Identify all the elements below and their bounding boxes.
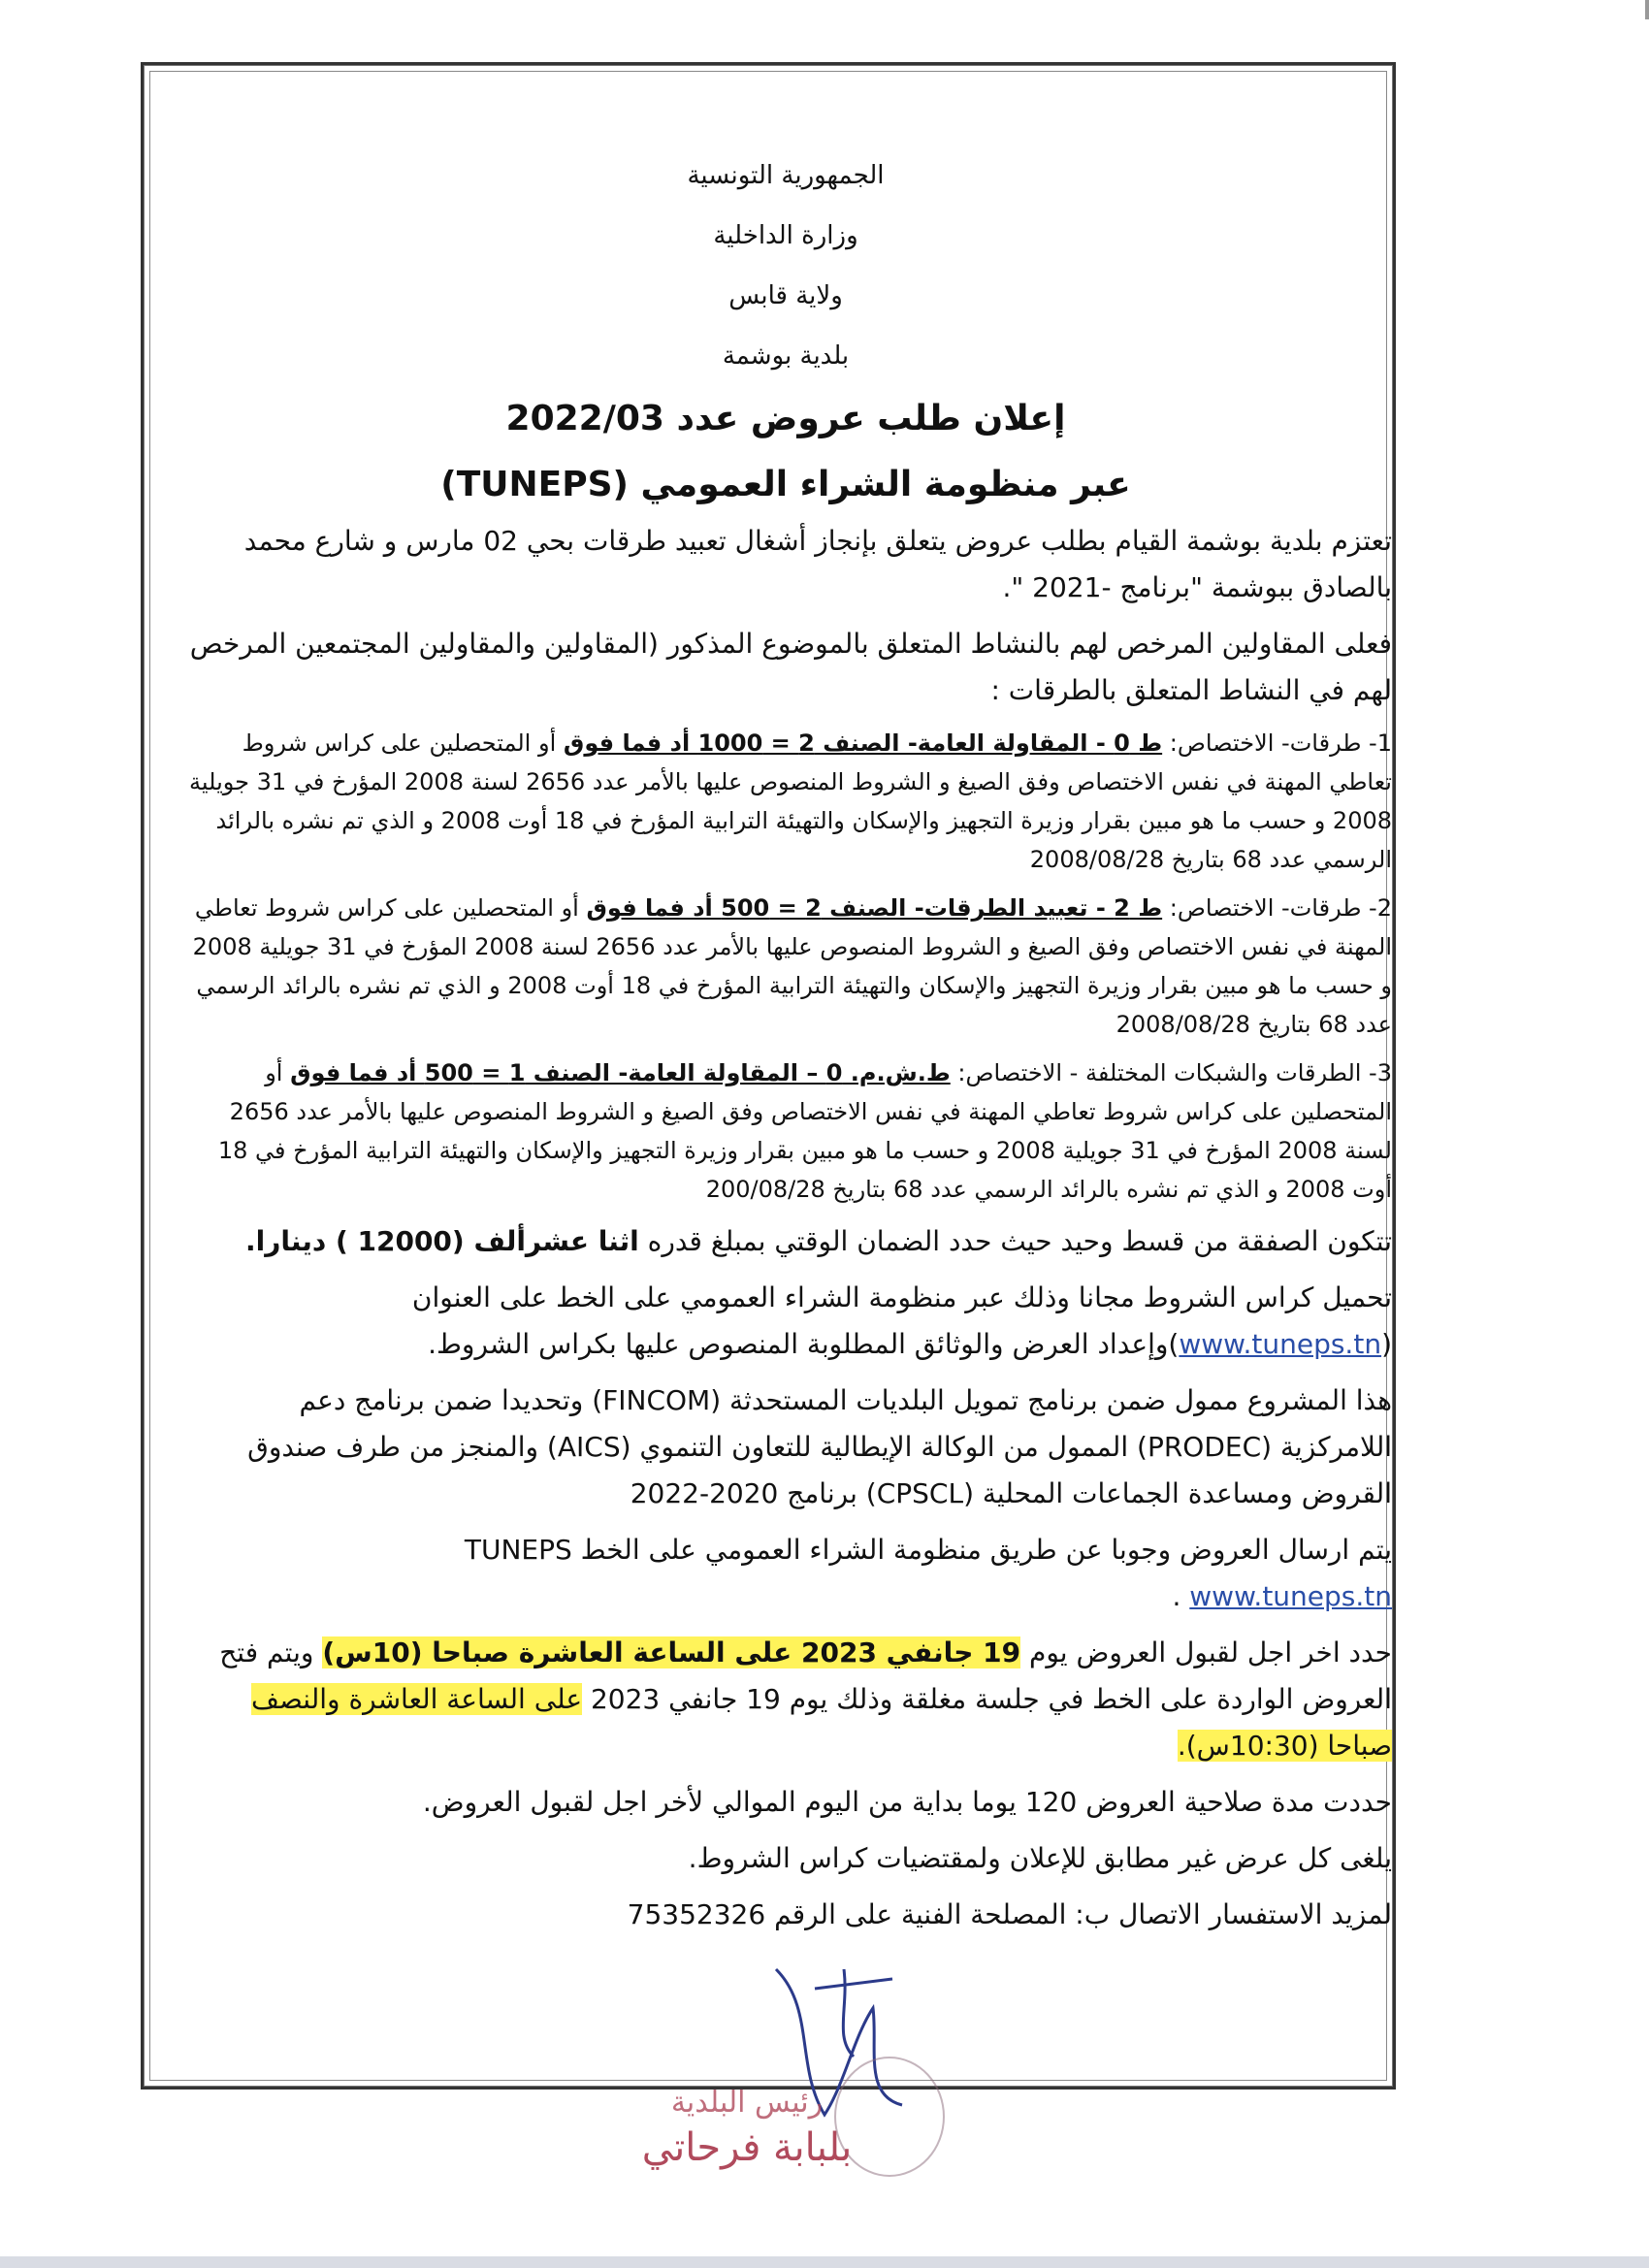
guarantee-text: تتكون الصفقة من قسط وحيد حيث حدد الضمان الوقتي بمبلغ قدره	[638, 1225, 1392, 1257]
title-tuneps: عبر منظومة الشراء العمومي (TUNEPS)	[440, 465, 1131, 504]
item-1-prefix: 1- طرقات- الاختصاص:	[1162, 729, 1392, 757]
intro-paragraph: تعتزم بلدية بوشمة القيام بطلب عروض يتعلق بإنجاز أشغال تعبيد طرقات بحي 02 مارس و شارع محمد بالصادق ببوشمة "برنامج -2021 ".	[243, 525, 1392, 603]
download-text: تحميل كراس الشروط مجانا وذلك عبر منظومة الشراء العمومي على الخط على العنوان (	[411, 1281, 1392, 1360]
item-3-prefix: 3- الطرقات والشبكات المختلفة - الاختصاص:	[950, 1059, 1392, 1086]
header-republic: الجمهورية التونسية	[687, 161, 885, 190]
download-text-end: )وإعداد العرض والوثائق المطلوبة المنصوص عليها بكراس الشروط.	[428, 1328, 1180, 1360]
header-municipality: بلدية بوشمة	[722, 341, 850, 371]
contact-paragraph: لمزيد الاستفسار الاتصال ب: المصلحة الفنية على الرقم 75352326	[627, 1898, 1392, 1930]
eligibility-paragraph: فعلى المقاولين المرخص لهم بالنشاط المتعلق بالموضوع المذكور (المقاولين والمقاولين المجتمعين المرخص لهم في النشاط المتعلق بالطرقات :	[189, 628, 1392, 706]
item-3-rest: أو المتحصلين على كراس شروط تعاطي المهنة في نفس الاختصاص وفق الصيغ و الشروط المنصوص عليها بالأمر عدد 2656 لسنة 2008 المؤرخ في 31 جويلية 2008 و حسب ما هو مبين بقرار وزيرة التجهيز والإسكان والتهيئة الترابية المؤرخ في 18 أوت 2008 و الذي تم نشره بالرائد الرسمي عدد 68 بتاريخ 200/08/28	[217, 1059, 1392, 1203]
validity-paragraph: حددت مدة صلاحية العروض 120 يوما بداية من اليوم الموالي لأخر اجل لقبول العروض.	[422, 1786, 1392, 1818]
guarantee-amount: اثنا عشرألف (12000 ) دينارا.	[245, 1225, 639, 1257]
item-2-rest: أو المتحصلين على كراس شروط تعاطي المهنة في نفس الاختصاص وفق الصيغ و الشروط المنصوص عليها بالأمر عدد 2656 لسنة 2008 المؤرخ في 31 جويلية 2008 و حسب ما هو مبين بقرار وزيرة التجهيز والإسكان والتهيئة الترابية المؤرخ في 18 أوت 2008 و الذي تم نشره بالرائد الرسمي عدد 68 بتاريخ 2008/08/28	[192, 894, 1392, 1038]
item-3	[179, 1053, 1392, 1209]
opening-text: ويتم فتح العروض الواردة على الخط في جلسة مغلقة وذلك يوم 19 جانفي 2023	[219, 1636, 1392, 1715]
signature-name: بلبابة فرحاتي	[641, 2125, 853, 2170]
header-governorate: ولاية قابس	[728, 281, 843, 310]
scan-edge-mark	[1645, 0, 1649, 19]
scan-bottom-edge	[0, 2256, 1649, 2268]
item-1-rest: أو المتحصلين على كراس شروط تعاطي المهنة في نفس الاختصاص وفق الصيغ و الشروط المنصوص عليها بالأمر عدد 2656 لسنة 2008 المؤرخ في 31 جويلية 2008 و حسب ما هو مبين بقرار وزيرة التجهيز والإسكان والتهيئة الترابية المؤرخ في 18 أوت 2008 و الذي تم نشره بالرائد الرسمي عدد 68 بتاريخ 2008/08/28	[189, 729, 1392, 873]
funding-paragraph: هذا المشروع ممول ضمن برنامج تمويل البلديات المستحدثة (FINCOM) وتحديدا ضمن برنامج دعم اللامركزية (PRODEC) الممول من الوكالة الإيطالية للتعاون التنموي (AICS) والمنجز من طرف صندوق القروض ومساعدة الجماعات المحلية (CPSCL) برنامج 2020-2022	[247, 1384, 1392, 1509]
title-tender-number: إعلان طلب عروض عدد 2022/03	[505, 399, 1066, 438]
item-2-prefix: 2- طرقات- الاختصاص:	[1162, 894, 1392, 922]
item-2	[179, 889, 1392, 1044]
deadline-paragraph	[179, 1630, 1392, 1769]
item-1	[179, 724, 1392, 879]
announcement-body	[179, 146, 1392, 1948]
submission-end: .	[1172, 1580, 1190, 1612]
opening-time: على الساعة العاشرة والنصف صباحا (10:30س).	[251, 1683, 1392, 1762]
deadline-date: 19 جانفي 2023 على الساعة العاشرة صباحا (10س)	[322, 1636, 1021, 1669]
signature-block	[582, 2086, 912, 2170]
item-2-spec: ط 2 - تعبيد الطرقات- الصنف 2 = 500 أد فما فوق	[586, 894, 1163, 922]
item-3-spec: ط.ش.م. 0 – المقاولة العامة- الصنف 1 = 500 أد فما فوق	[290, 1059, 951, 1086]
submission-text: يتم ارسال العروض وجوبا عن طريق منظومة الشراء العمومي على الخط TUNEPS	[464, 1534, 1392, 1566]
guarantee-paragraph	[179, 1218, 1392, 1265]
header-ministry: وزارة الداخلية	[713, 221, 858, 250]
submission-paragraph	[179, 1527, 1392, 1620]
deadline-text: حدد اخر اجل لقبول العروض يوم	[1020, 1636, 1392, 1669]
item-1-spec: ط 0 - المقاولة العامة- الصنف 2 = 1000 أد فما فوق	[563, 729, 1163, 757]
signature-role: رئيس البلدية	[670, 2086, 824, 2120]
tuneps-link-1[interactable]: www.tuneps.tn	[1179, 1328, 1382, 1360]
download-paragraph	[179, 1275, 1392, 1368]
rejection-paragraph: يلغى كل عرض غير مطابق للإعلان ولمقتضيات كراس الشروط.	[688, 1842, 1392, 1874]
tuneps-link-2[interactable]: www.tuneps.tn	[1189, 1580, 1392, 1612]
